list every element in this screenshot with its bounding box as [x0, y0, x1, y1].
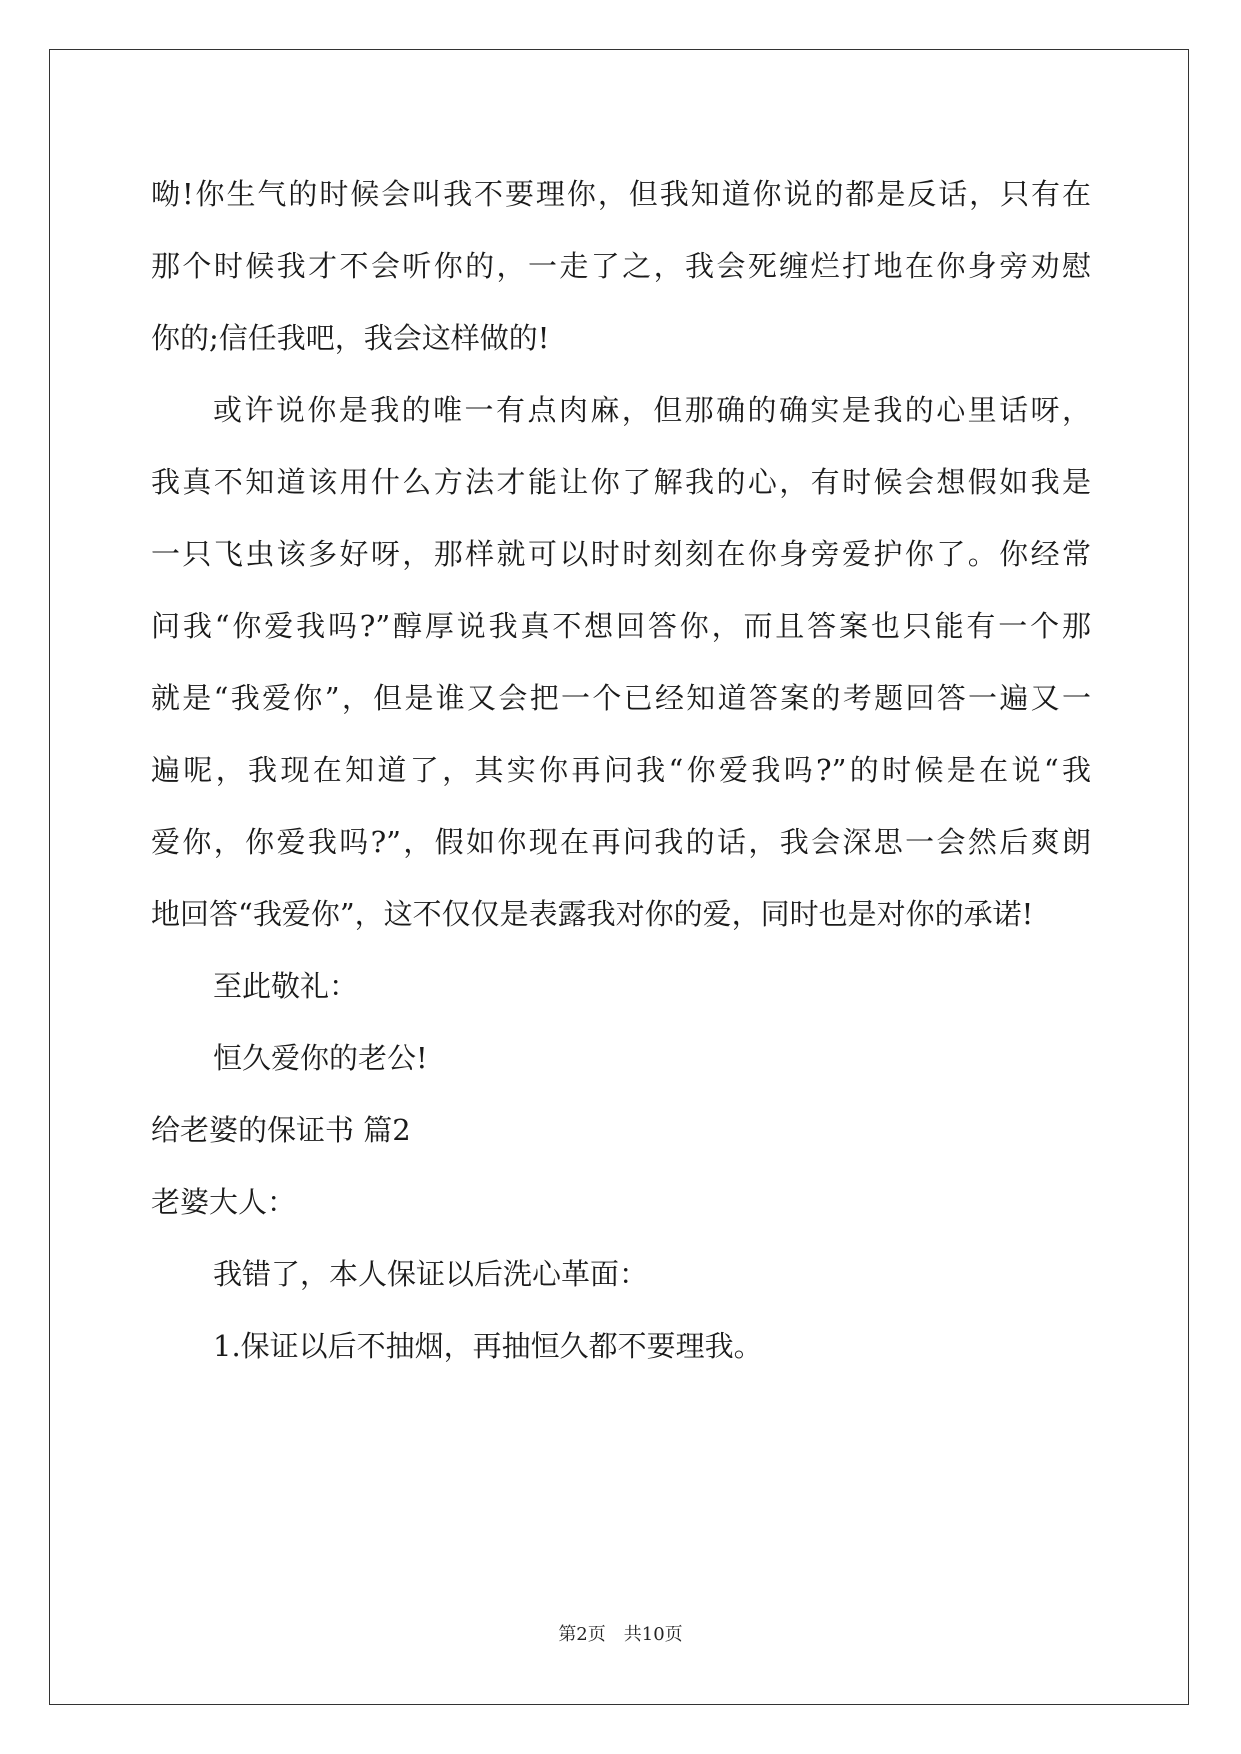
closing-salutation: 至此敬礼：	[213, 969, 359, 1003]
text-line: 问我“你爱我吗?”醇厚说我真不想回答你，而且答案也只能有一个那	[151, 609, 1091, 643]
text-line: 就是“我爱你”，但是谁又会把一个已经知道答案的考题回答一遍又一	[151, 681, 1091, 715]
text-line: 那个时候我才不会听你的，一走了之，我会死缠烂打地在你身旁劝慰	[151, 249, 1091, 283]
text-line: 我错了，本人保证以后洗心革面：	[213, 1257, 649, 1291]
page-number: 第2页 共10页	[558, 1624, 683, 1645]
document-body	[151, 158, 1091, 1382]
text-line: 地回答“我爱你”，这不仅仅是表露我对你的爱，同时也是对你的承诺!	[151, 897, 1034, 931]
text-line: 爱你，你爱我吗?”，假如你现在再问我的话，我会深思一会然后爽朗	[151, 825, 1091, 859]
greeting-line: 老婆大人：	[151, 1185, 297, 1219]
text-line: 或许说你是我的唯一有点肉麻，但那确的确实是我的心里话呀，	[213, 393, 1091, 427]
text-line: 你的;信任我吧，我会这样做的!	[151, 321, 550, 355]
text-line: 呦!你生气的时候会叫我不要理你，但我知道你说的都是反话，只有在	[151, 177, 1091, 211]
section-heading: 给老婆的保证书 篇2	[151, 1113, 411, 1147]
list-item: 1.保证以后不抽烟，再抽恒久都不要理我。	[213, 1329, 763, 1363]
text-line: 遍呢，我现在知道了，其实你再问我“你爱我吗?”的时候是在说“我	[151, 753, 1091, 787]
text-line: 一只飞虫该多好呀，那样就可以时时刻刻在你身旁爱护你了。你经常	[151, 537, 1091, 571]
signature-line: 恒久爱你的老公!	[213, 1041, 428, 1075]
text-line: 我真不知道该用什么方法才能让你了解我的心，有时候会想假如我是	[151, 465, 1091, 499]
